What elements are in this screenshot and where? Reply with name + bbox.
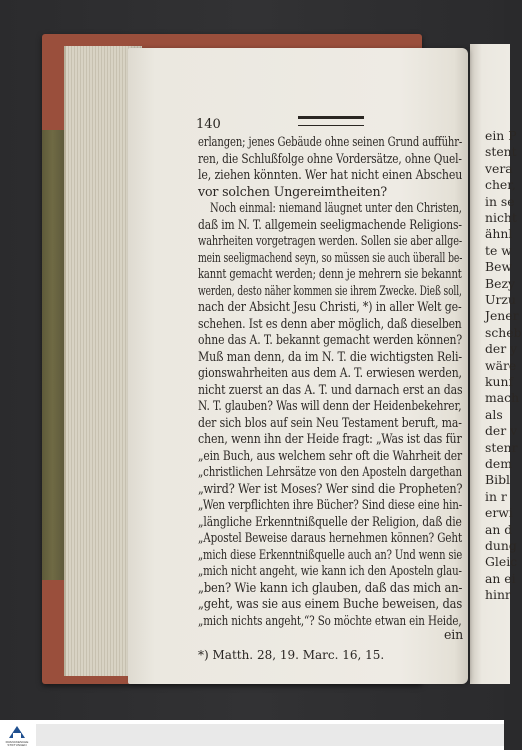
right-page-line: mach xyxy=(485,390,520,406)
right-page-line: Jener xyxy=(485,308,519,324)
right-page-line: vera xyxy=(485,160,513,176)
text-line: „längliche Erkenntnißquelle der Religion, daß die xyxy=(198,513,462,529)
text-line: „christlichen Lehrsätze von den Aposteln dargethan xyxy=(198,464,462,479)
text-line: wahrheiten vorgetragen werden. Sollen sie aber allge- xyxy=(198,233,463,248)
right-page-line: stent xyxy=(485,144,517,160)
text-line: „mich nicht angeht, wie kann ich den Aposteln glau- xyxy=(198,563,462,578)
right-page-line: Bibl xyxy=(485,472,510,488)
text-line: N. T. glauben? Was will denn der Heidenbekehrer, xyxy=(198,398,462,413)
right-page-line: stenr xyxy=(485,439,518,455)
text-line: „Wen verpflichten ihre Bücher? Sind diese eine hin- xyxy=(198,497,463,512)
text-line: der sich blos auf sein Neu Testament beruft, ma- xyxy=(198,414,462,430)
text-line: „ben? Wie kann ich glauben, daß das mich an- xyxy=(198,579,463,595)
right-page-line: wäre xyxy=(485,357,517,373)
text-line: kannt gemacht werden; denn je mehrern sie bekannt xyxy=(198,266,462,281)
text-line: werden, desto näher kommen sie ihrem Zwecke. Dieß soll, xyxy=(198,282,462,298)
text-line: „wird? Wer ist Moses? Wer sind die Propheten? xyxy=(198,480,463,496)
right-page-line: in se xyxy=(485,193,515,209)
right-page-line: ähnl xyxy=(485,226,513,242)
text-line: mein seeligmachend seyn, so müssen sie auch überall be- xyxy=(198,249,463,265)
text-line: nicht zuerst an das A. T. und darnach erst an das xyxy=(198,381,463,397)
right-page-line: Gleic xyxy=(485,554,518,570)
text-line: Noch einmal: niemand läugnet unter den Christen, xyxy=(210,200,462,215)
right-page-line: als xyxy=(485,406,503,422)
text-line: „mich nichts angeht,“? So möchte etwan ein Heide, xyxy=(198,612,462,628)
text-line: „mich diese Erkenntnißquelle auch an? Und wenn sie xyxy=(198,546,463,562)
right-page-line: ein P xyxy=(485,128,517,143)
right-page-line: in r xyxy=(485,488,507,504)
text-line: ohne das A. T. bekannt gemacht werden können? xyxy=(198,332,462,347)
right-page-line: Urzu xyxy=(485,292,516,307)
right-page-line: erwi xyxy=(485,505,513,521)
right-page-line: cher, xyxy=(485,177,516,193)
right-page-line: kunf xyxy=(485,374,514,389)
text-line: ein xyxy=(444,627,464,642)
page-number: 140 xyxy=(196,117,221,132)
right-page-line: hinr xyxy=(485,587,511,603)
right-page-line: dem xyxy=(485,456,513,471)
text-line: schehen. Ist es denn aber möglich, daß dieselben xyxy=(198,315,462,331)
text-line: ren, die Schlußfolge ohne Vordersätze, ohne Quel- xyxy=(198,150,462,166)
text-line: „ein Buch, aus welchem sehr oft die Wahrheit der xyxy=(198,447,462,463)
right-page-line: te w xyxy=(485,242,512,258)
text-line: nach der Absicht Jesu Christi, *) in aller Welt ge- xyxy=(198,299,462,314)
logo-caption: FRANCKESCHE STIFTUNGEN xyxy=(5,740,29,747)
text-line: daß im N. T. allgemein seeligmachende Religions- xyxy=(198,216,462,232)
text-line: erlangen; jenes Gebäude ohne seinen Grund aufführ- xyxy=(198,134,463,149)
right-page-line: scheb xyxy=(485,324,522,340)
footer-strip xyxy=(36,724,504,746)
right-page-line: Bew xyxy=(485,259,513,275)
text-line: gionswahrheiten aus dem A. T. erwiesen werden, xyxy=(198,365,462,380)
right-page-line: dung xyxy=(485,538,517,553)
header-rule xyxy=(298,116,364,126)
right-page-line: an ei xyxy=(485,570,516,586)
text-line: le, ziehen könnten. Wer hat nicht einen Abscheu xyxy=(198,167,463,182)
right-page-line: Bezy xyxy=(485,275,515,291)
text-line: „Apostel Beweise daraus hernehmen können? Geht xyxy=(198,530,462,545)
right-page-line: der y xyxy=(485,341,518,357)
right-page-line: der v xyxy=(485,423,518,439)
text-line: vor solchen Ungereimtheiten? xyxy=(198,183,388,199)
text-line: chen, wenn ihn der Heide fragt: „Was ist das für xyxy=(198,431,462,446)
right-page-line: an d xyxy=(485,521,513,537)
right-page-line: nicht xyxy=(485,210,517,225)
text-line: Muß man denn, da im N. T. die wichtigsten Reli- xyxy=(198,348,462,364)
text-line: „geht, was sie aus einem Buche beweisen, das xyxy=(198,596,463,611)
footnote: *) Matth. 28, 19. Marc. 16, 15. xyxy=(198,648,385,662)
